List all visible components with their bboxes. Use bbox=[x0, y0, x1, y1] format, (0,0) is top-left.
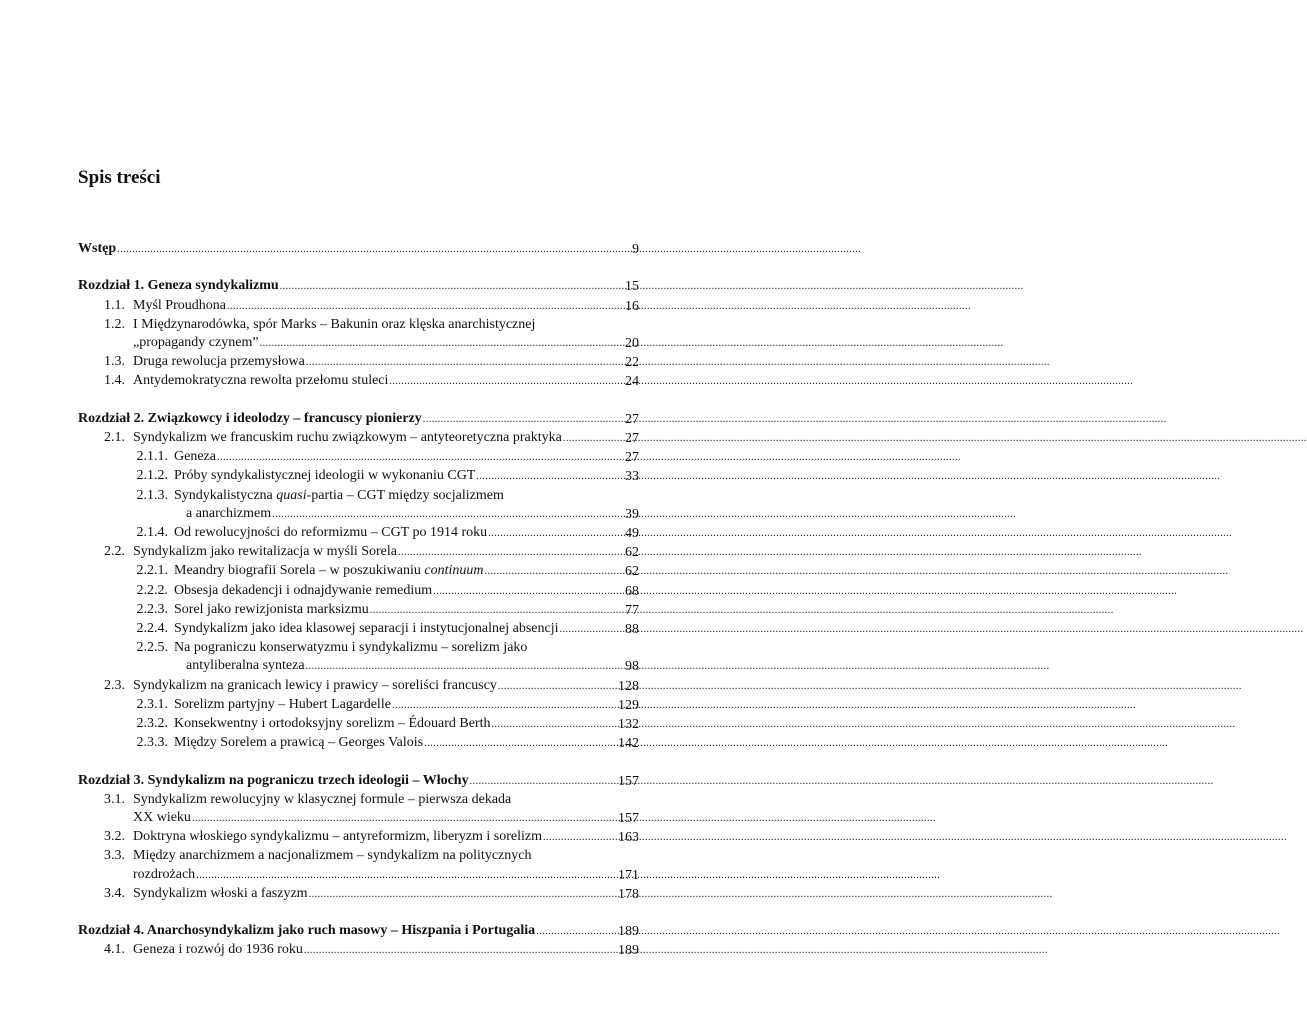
toc-entry-wstep[interactable] bbox=[78, 240, 639, 259]
toc-entry-r1-3[interactable] bbox=[78, 353, 639, 372]
leader-dots bbox=[398, 544, 1142, 562]
toc-entry-r2-1-2[interactable] bbox=[78, 467, 639, 486]
toc-entry-r2-1-1[interactable] bbox=[78, 448, 639, 467]
leader-dots bbox=[543, 829, 1287, 847]
leader-dots bbox=[370, 602, 1114, 620]
leader-dots bbox=[306, 658, 1050, 676]
toc-entry-title: Wstęp bbox=[78, 241, 117, 256]
toc-page-number: 20 bbox=[625, 336, 639, 351]
toc-entry-title: Syndykalizm jako rewitalizacja w myśli Sorela bbox=[133, 544, 397, 560]
toc-entry-title: Rozdział 4. Anarchosyndykalizm jako ruch masowy – Hiszpania i Portugalia bbox=[78, 923, 536, 939]
toc-entry-title: „propagandy czynem” bbox=[133, 335, 259, 350]
toc-entry-number: 3.2. bbox=[104, 829, 125, 845]
toc-entry-number: 1.4. bbox=[104, 373, 125, 389]
toc-entry-title: Na pograniczu konserwatyzmu i syndykalizmu – sorelizm jako bbox=[174, 640, 528, 656]
toc-entry-number: 3.1. bbox=[104, 791, 125, 807]
toc-page-number: 157 bbox=[618, 811, 639, 827]
toc-page-number: 15 bbox=[625, 279, 639, 295]
leader-dots bbox=[304, 942, 1048, 960]
toc-entry-number: 2.2.2. bbox=[136, 582, 168, 598]
toc-entry-r2[interactable] bbox=[78, 410, 639, 429]
toc-entry-r2-2-2[interactable] bbox=[78, 582, 639, 601]
toc-entry-number: 2.2. bbox=[104, 544, 125, 560]
toc-entry-title: Syndykalizm włoski a faszyzm bbox=[133, 885, 308, 901]
toc-entry-number: 1.2. bbox=[104, 316, 125, 332]
toc-entry-number: 2.2.5. bbox=[136, 640, 168, 656]
toc-entry-title: Syndykalizm jako idea klasowej separacji i instytucjonalnej absencji bbox=[174, 621, 559, 637]
toc-entry-number: 3.4. bbox=[104, 885, 125, 901]
toc-entry-title: Syndykalizm we francuskim ruchu związkowym – antyteoretyczna praktyka bbox=[133, 430, 562, 445]
toc-page-number: 77 bbox=[625, 602, 639, 618]
toc-page-number: 39 bbox=[625, 506, 639, 522]
toc-page-number: 49 bbox=[625, 526, 639, 542]
leader-dots bbox=[433, 583, 1177, 601]
toc-entry-r3-2[interactable] bbox=[78, 828, 639, 847]
toc-entry-number: 2.1.3. bbox=[136, 487, 168, 503]
toc-page-number: 171 bbox=[618, 867, 639, 883]
toc-entry-title: Sorel jako rewizjonista marksizmu bbox=[174, 601, 369, 617]
toc-entry-number: 3.3. bbox=[104, 848, 125, 864]
toc-entry-number: 2.3.1. bbox=[136, 696, 168, 712]
toc-entry-r4-1[interactable] bbox=[78, 941, 639, 960]
toc-entry-r3-1[interactable] bbox=[78, 791, 639, 828]
toc-entry-r1-4[interactable] bbox=[78, 372, 639, 391]
toc-page-number: 16 bbox=[625, 298, 639, 314]
toc-entry-r2-2-1[interactable] bbox=[78, 562, 639, 581]
toc-entry-r2-3[interactable] bbox=[78, 677, 639, 696]
toc-entry-r2-2-3[interactable] bbox=[78, 601, 639, 620]
toc-entry-title: Doktryna włoskiego syndykalizmu – antyreformizm, liberyzm i sorelizm bbox=[133, 829, 543, 845]
toc-entry-r3-3[interactable] bbox=[78, 847, 639, 884]
toc-entry-title: Druga rewolucja przemysłowa bbox=[133, 354, 305, 370]
toc-entry-r2-1-3[interactable] bbox=[78, 487, 639, 524]
toc-entry-number: 1.1. bbox=[104, 297, 125, 313]
toc-page-number: 62 bbox=[625, 545, 639, 561]
toc-entry-title: XX wieku bbox=[133, 810, 191, 826]
leader-dots bbox=[470, 773, 1214, 791]
toc-entry-r4[interactable] bbox=[78, 922, 639, 941]
page-title: Spis treści bbox=[78, 167, 161, 188]
toc-entry-number: 2.3.3. bbox=[136, 735, 168, 751]
leader-dots bbox=[227, 298, 971, 316]
toc-entry-title: Geneza i rozwój do 1936 roku bbox=[133, 942, 303, 958]
toc-entry-title: Sorelizm partyjny – Hubert Lagardelle bbox=[174, 696, 391, 712]
toc-entry-title: Geneza bbox=[174, 449, 216, 465]
toc-page-number: 9 bbox=[632, 242, 639, 257]
toc-entry-number: 2.1.2. bbox=[136, 468, 168, 484]
leader-dots bbox=[117, 241, 861, 259]
toc-entry-title: Syndykalistyczna quasi-partia – CGT między socjalizmem bbox=[174, 487, 504, 503]
toc-entry-title: Syndykalizm na granicach lewicy i prawicy – soreliści francuscy bbox=[133, 677, 497, 693]
leader-dots bbox=[392, 697, 1136, 715]
toc-entry-title: Obsesja dekadencji i odnajdywanie remedium bbox=[174, 582, 433, 598]
toc-page-number: 98 bbox=[625, 659, 639, 675]
toc-page-number: 132 bbox=[618, 717, 639, 733]
leader-dots bbox=[476, 468, 1220, 486]
toc-entry-title: Myśl Proudhona bbox=[133, 297, 226, 313]
toc-entry-title: Antydemokratyczna rewolta przełomu stuleci bbox=[133, 373, 389, 389]
leader-dots bbox=[488, 525, 1232, 543]
toc-entry-r2-1-4[interactable] bbox=[78, 524, 639, 543]
toc-entry-title: Próby syndykalistycznej ideologii w wykonaniu CGT bbox=[174, 468, 476, 484]
toc-entry-r2-3-3[interactable] bbox=[78, 734, 639, 753]
toc-entry-number: 4.1. bbox=[104, 942, 125, 958]
leader-dots bbox=[306, 354, 1050, 372]
toc-entry-number: 2.3.2. bbox=[136, 716, 168, 732]
toc-entry-title: Syndykalizm rewolucyjny w klasycznej formule – pierwsza dekada bbox=[133, 791, 512, 807]
toc-entry-title: Między anarchizmem a nacjonalizmem – syndykalizm na politycznych bbox=[133, 848, 532, 864]
toc-entry-title: Rozdział 3. Syndykalizm na pograniczu trzech ideologii – Włochy bbox=[78, 772, 469, 788]
toc-entry-title: Meandry biografii Sorela – w poszukiwaniu continuum bbox=[174, 563, 484, 579]
toc-entry-number: 2.3. bbox=[104, 677, 125, 693]
toc-entry-title: rozdrożach bbox=[133, 866, 196, 882]
leader-dots bbox=[536, 923, 1280, 941]
toc-entry-number: 2.1.1. bbox=[136, 449, 168, 465]
toc-entry-title: Konsekwentny i ortodoksyjny sorelizm – Édouard Berth bbox=[174, 716, 491, 732]
toc-page-number: 129 bbox=[618, 697, 639, 713]
toc-entry-title: a anarchizmem bbox=[186, 505, 272, 521]
toc-entry-number: 2.1. bbox=[104, 430, 125, 445]
toc-entry-title: Od rewolucyjności do reformizmu – CGT po 1914 roku bbox=[174, 525, 488, 541]
toc-page-number: 27 bbox=[625, 450, 639, 466]
toc-page-number: 27 bbox=[625, 411, 639, 427]
leader-dots bbox=[492, 716, 1236, 734]
leader-dots bbox=[560, 621, 1304, 639]
toc-entry-r1-1[interactable] bbox=[78, 297, 639, 316]
toc-entry-r2-3-1[interactable] bbox=[78, 696, 639, 715]
toc-page-number: 33 bbox=[625, 469, 639, 485]
toc-page-number: 27 bbox=[625, 431, 639, 446]
toc-entry-r3[interactable] bbox=[78, 772, 639, 791]
toc-entry-r1-2[interactable] bbox=[78, 316, 639, 353]
toc-page-number: 189 bbox=[618, 943, 639, 959]
toc-entry-r3-4[interactable] bbox=[78, 885, 639, 904]
toc-entry-title: Rozdział 1. Geneza syndykalizmu bbox=[78, 278, 279, 294]
leader-dots bbox=[280, 278, 1024, 296]
table-of-contents bbox=[78, 240, 639, 961]
toc-page-number: 62 bbox=[625, 564, 639, 580]
toc-entry-number: 1.3. bbox=[104, 354, 125, 370]
leader-dots bbox=[389, 373, 1133, 391]
toc-page-number: 24 bbox=[625, 374, 639, 390]
leader-dots bbox=[423, 411, 1167, 429]
leader-dots bbox=[424, 735, 1168, 753]
toc-entry-title: antyliberalna synteza bbox=[186, 658, 305, 674]
toc-page-number: 68 bbox=[625, 583, 639, 599]
toc-entry-number: 2.2.4. bbox=[136, 621, 168, 637]
leader-dots bbox=[196, 867, 940, 885]
toc-page-number: 88 bbox=[625, 622, 639, 638]
toc-page-number: 128 bbox=[618, 678, 639, 694]
toc-entry-r2-1[interactable] bbox=[78, 429, 639, 448]
leader-dots bbox=[272, 506, 1016, 524]
toc-page-number: 22 bbox=[625, 355, 639, 371]
toc-entry-r2-3-2[interactable] bbox=[78, 715, 639, 734]
toc-entry-number: 2.1.4. bbox=[136, 525, 168, 541]
toc-entry-r2-2-4[interactable] bbox=[78, 620, 639, 639]
toc-entry-number: 2.2.1. bbox=[136, 563, 168, 579]
toc-page-number: 157 bbox=[618, 773, 639, 789]
toc-entry-number: 2.2.3. bbox=[136, 601, 168, 617]
leader-dots bbox=[217, 449, 961, 467]
leader-dots bbox=[498, 678, 1242, 696]
leader-dots bbox=[485, 563, 1229, 581]
toc-entry-title: Rozdział 2. Związkowcy i ideolodzy – francuscy pionierzy bbox=[78, 410, 422, 426]
toc-entry-title: I Międzynarodówka, spór Marks – Bakunin oraz klęska anarchistycznej bbox=[133, 316, 536, 332]
toc-page-number: 189 bbox=[618, 924, 639, 940]
toc-page-number: 142 bbox=[618, 736, 639, 752]
leader-dots bbox=[563, 430, 1307, 448]
leader-dots bbox=[192, 810, 936, 828]
toc-page-number: 178 bbox=[618, 886, 639, 902]
toc-entry-r2-2[interactable] bbox=[78, 543, 639, 562]
leader-dots bbox=[309, 886, 1053, 904]
toc-entry-r1[interactable] bbox=[78, 277, 639, 296]
toc-entry-title: Między Sorelem a prawicą – Georges Valois bbox=[174, 735, 424, 751]
toc-page-number: 163 bbox=[618, 830, 639, 846]
toc-entry-r2-2-5[interactable] bbox=[78, 639, 639, 676]
